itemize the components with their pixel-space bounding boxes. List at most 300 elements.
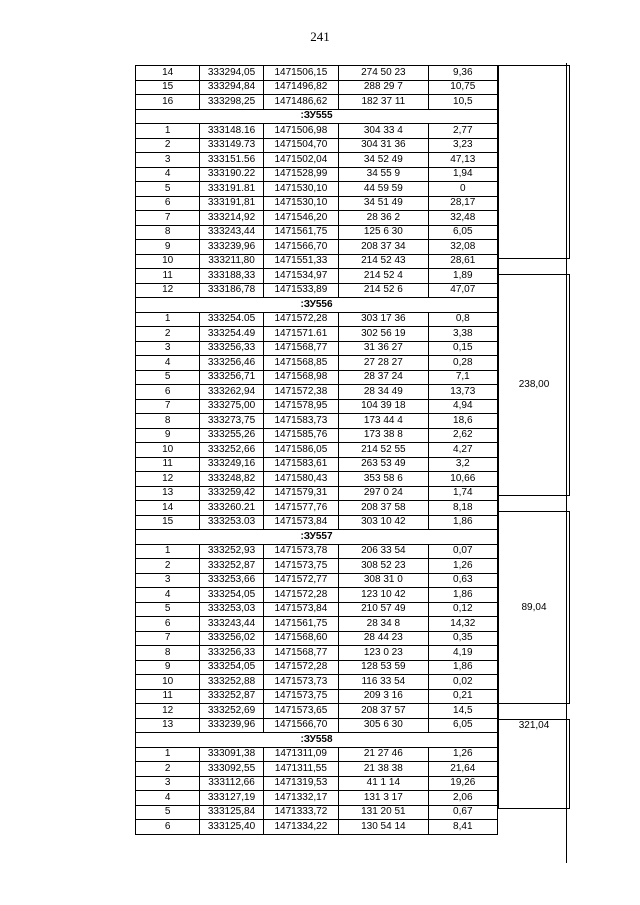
- table-row: [136, 631, 498, 646]
- area-cell-empty: [499, 496, 570, 512]
- point-number-cell: 8: [136, 646, 200, 661]
- direction-angle-cell: 104 39 18: [339, 399, 428, 414]
- segment-length-cell: 14,5: [428, 704, 497, 719]
- x-coordinate-cell: 333255,26: [200, 428, 263, 443]
- x-coordinate-cell: 333243,44: [200, 225, 263, 240]
- x-coordinate-cell: 333273,75: [200, 414, 263, 429]
- point-number-cell: 2: [136, 762, 200, 777]
- point-number-cell: 7: [136, 211, 200, 226]
- y-coordinate-cell: 1471573,84: [263, 602, 338, 617]
- point-number-cell: 6: [136, 385, 200, 400]
- direction-angle-cell: 288 29 7: [339, 80, 428, 95]
- point-number-cell: 5: [136, 182, 200, 197]
- direction-angle-cell: 28 37 24: [339, 370, 428, 385]
- segment-length-cell: 3,23: [428, 138, 497, 153]
- y-coordinate-cell: 1471572,28: [263, 660, 338, 675]
- y-coordinate-cell: 1471332,17: [263, 791, 338, 806]
- x-coordinate-cell: 333256,33: [200, 341, 263, 356]
- y-coordinate-cell: 1471568,77: [263, 341, 338, 356]
- point-number-cell: 11: [136, 689, 200, 704]
- y-coordinate-cell: 1471528,99: [263, 167, 338, 182]
- y-coordinate-cell: 1471502,04: [263, 153, 338, 168]
- x-coordinate-cell: 333254,05: [200, 660, 263, 675]
- segment-length-cell: 4,94: [428, 399, 497, 414]
- y-coordinate-cell: 1471319,53: [263, 776, 338, 791]
- segment-length-cell: 0,15: [428, 341, 497, 356]
- segment-length-cell: 2,62: [428, 428, 497, 443]
- section-header-row: [136, 109, 498, 124]
- x-coordinate-cell: 333190.22: [200, 167, 263, 182]
- x-coordinate-cell: 333151.56: [200, 153, 263, 168]
- point-number-cell: 2: [136, 138, 200, 153]
- point-number-cell: 11: [136, 457, 200, 472]
- direction-angle-cell: 353 58 6: [339, 472, 428, 487]
- direction-angle-cell: 214 52 43: [339, 254, 428, 269]
- y-coordinate-cell: 1471566,70: [263, 718, 338, 733]
- x-coordinate-cell: 333191.81: [200, 182, 263, 197]
- area-row: [499, 496, 570, 512]
- point-number-cell: 6: [136, 617, 200, 632]
- y-coordinate-cell: 1471585,76: [263, 428, 338, 443]
- y-coordinate-cell: 1471546,20: [263, 211, 338, 226]
- x-coordinate-cell: 333256,02: [200, 631, 263, 646]
- segment-length-cell: 4,19: [428, 646, 497, 661]
- section-header-row: [136, 530, 498, 545]
- direction-angle-cell: 214 52 4: [339, 269, 428, 284]
- table-row: [136, 457, 498, 472]
- point-number-cell: 13: [136, 718, 200, 733]
- direction-angle-cell: 302 56 19: [339, 327, 428, 342]
- segment-length-cell: 28,61: [428, 254, 497, 269]
- point-number-cell: 5: [136, 370, 200, 385]
- segment-length-cell: 0,07: [428, 544, 497, 559]
- x-coordinate-cell: 333262,94: [200, 385, 263, 400]
- x-coordinate-cell: 333125,84: [200, 805, 263, 820]
- table-row: [136, 399, 498, 414]
- table-row: [136, 80, 498, 95]
- y-coordinate-cell: 1471573,78: [263, 544, 338, 559]
- x-coordinate-cell: 333260.21: [200, 501, 263, 516]
- coordinates-table-body: [136, 66, 498, 835]
- segment-length-cell: 8,41: [428, 820, 497, 835]
- section-header-row: [136, 298, 498, 313]
- x-coordinate-cell: 333252,88: [200, 675, 263, 690]
- x-coordinate-cell: 333252,87: [200, 689, 263, 704]
- segment-length-cell: 7,1: [428, 370, 497, 385]
- table-row: [136, 689, 498, 704]
- table-row: [136, 356, 498, 371]
- x-coordinate-cell: 333149.73: [200, 138, 263, 153]
- table-row: [136, 486, 498, 501]
- area-column: [498, 65, 570, 809]
- direction-angle-cell: 27 28 27: [339, 356, 428, 371]
- table-row: [136, 138, 498, 153]
- table-row: [136, 124, 498, 139]
- table-row: [136, 675, 498, 690]
- x-coordinate-cell: 333191,81: [200, 196, 263, 211]
- direction-angle-cell: 210 57 49: [339, 602, 428, 617]
- y-coordinate-cell: 1471486,62: [263, 95, 338, 110]
- segment-length-cell: 1,94: [428, 167, 497, 182]
- table-row: [136, 472, 498, 487]
- direction-angle-cell: 297 0 24: [339, 486, 428, 501]
- table-row: [136, 312, 498, 327]
- section-title: :ЗУ555: [136, 109, 498, 124]
- segment-length-cell: 4,27: [428, 443, 497, 458]
- point-number-cell: 3: [136, 341, 200, 356]
- y-coordinate-cell: 1471572,28: [263, 312, 338, 327]
- direction-angle-cell: 123 10 42: [339, 588, 428, 603]
- y-coordinate-cell: 1471586,05: [263, 443, 338, 458]
- point-number-cell: 7: [136, 399, 200, 414]
- segment-length-cell: 3,2: [428, 457, 497, 472]
- table-row: [136, 95, 498, 110]
- segment-length-cell: 14,32: [428, 617, 497, 632]
- direction-angle-cell: 308 31 0: [339, 573, 428, 588]
- point-number-cell: 4: [136, 791, 200, 806]
- table-row: [136, 602, 498, 617]
- direction-angle-cell: 274 50 23: [339, 66, 428, 81]
- segment-length-cell: 28,17: [428, 196, 497, 211]
- x-coordinate-cell: 333254.05: [200, 312, 263, 327]
- y-coordinate-cell: 1471568,77: [263, 646, 338, 661]
- point-number-cell: 8: [136, 414, 200, 429]
- table-row: [136, 617, 498, 632]
- section-title: :ЗУ557: [136, 530, 498, 545]
- x-coordinate-cell: 333248,82: [200, 472, 263, 487]
- table-row: [136, 211, 498, 226]
- point-number-cell: 1: [136, 124, 200, 139]
- y-coordinate-cell: 1471573,65: [263, 704, 338, 719]
- direction-angle-cell: 131 20 51: [339, 805, 428, 820]
- segment-length-cell: 2,06: [428, 791, 497, 806]
- y-coordinate-cell: 1471534,97: [263, 269, 338, 284]
- segment-length-cell: 0: [428, 182, 497, 197]
- x-coordinate-cell: 333112,66: [200, 776, 263, 791]
- x-coordinate-cell: 333239,96: [200, 718, 263, 733]
- area-cell-empty: [499, 259, 570, 275]
- direction-angle-cell: 182 37 11: [339, 95, 428, 110]
- table-row: [136, 327, 498, 342]
- direction-angle-cell: 28 34 49: [339, 385, 428, 400]
- y-coordinate-cell: 1471504,70: [263, 138, 338, 153]
- point-number-cell: 1: [136, 312, 200, 327]
- table-row: [136, 776, 498, 791]
- segment-length-cell: 10,66: [428, 472, 497, 487]
- point-number-cell: 3: [136, 153, 200, 168]
- point-number-cell: 5: [136, 602, 200, 617]
- direction-angle-cell: 130 54 14: [339, 820, 428, 835]
- point-number-cell: 9: [136, 428, 200, 443]
- y-coordinate-cell: 1471573,75: [263, 689, 338, 704]
- x-coordinate-cell: 333148.16: [200, 124, 263, 139]
- parcel-area-value: 238,00: [499, 274, 570, 496]
- y-coordinate-cell: 1471530,10: [263, 196, 338, 211]
- segment-length-cell: 0,21: [428, 689, 497, 704]
- point-number-cell: 12: [136, 704, 200, 719]
- direction-angle-cell: 31 36 27: [339, 341, 428, 356]
- table-row: [136, 762, 498, 777]
- segment-length-cell: 19,26: [428, 776, 497, 791]
- table-row: [136, 704, 498, 719]
- section-title: :ЗУ558: [136, 733, 498, 748]
- y-coordinate-cell: 1471566,70: [263, 240, 338, 255]
- segment-length-cell: 1,86: [428, 515, 497, 530]
- segment-length-cell: 2,77: [428, 124, 497, 139]
- x-coordinate-cell: 333211,80: [200, 254, 263, 269]
- point-number-cell: 11: [136, 269, 200, 284]
- direction-angle-cell: 34 55 9: [339, 167, 428, 182]
- segment-length-cell: 21,64: [428, 762, 497, 777]
- x-coordinate-cell: 333252,66: [200, 443, 263, 458]
- y-coordinate-cell: 1471311,09: [263, 747, 338, 762]
- x-coordinate-cell: 333294,84: [200, 80, 263, 95]
- area-row: [499, 719, 570, 808]
- table-row: [136, 225, 498, 240]
- area-cell-empty: [499, 704, 570, 720]
- point-number-cell: 1: [136, 544, 200, 559]
- y-coordinate-cell: 1471530,10: [263, 182, 338, 197]
- x-coordinate-cell: 333127,19: [200, 791, 263, 806]
- table-row: [136, 820, 498, 835]
- y-coordinate-cell: 1471568,85: [263, 356, 338, 371]
- table-row: [136, 283, 498, 298]
- segment-length-cell: 47,13: [428, 153, 497, 168]
- segment-length-cell: 0,67: [428, 805, 497, 820]
- y-coordinate-cell: 1471572,28: [263, 588, 338, 603]
- y-coordinate-cell: 1471333,72: [263, 805, 338, 820]
- point-number-cell: 14: [136, 501, 200, 516]
- point-number-cell: 2: [136, 559, 200, 574]
- direction-angle-cell: 305 6 30: [339, 718, 428, 733]
- table-row: [136, 370, 498, 385]
- table-row: [136, 805, 498, 820]
- point-number-cell: 9: [136, 240, 200, 255]
- table-row: [136, 588, 498, 603]
- direction-angle-cell: 263 53 49: [339, 457, 428, 472]
- section-header-row: [136, 733, 498, 748]
- y-coordinate-cell: 1471571.61: [263, 327, 338, 342]
- segment-length-cell: 0,28: [428, 356, 497, 371]
- x-coordinate-cell: 333253,66: [200, 573, 263, 588]
- y-coordinate-cell: 1471573,75: [263, 559, 338, 574]
- point-number-cell: 5: [136, 805, 200, 820]
- direction-angle-cell: 28 44 23: [339, 631, 428, 646]
- area-row: [499, 274, 570, 496]
- direction-angle-cell: 208 37 58: [339, 501, 428, 516]
- page-number: 241: [310, 29, 330, 44]
- segment-length-cell: 1,86: [428, 588, 497, 603]
- table-row: [136, 660, 498, 675]
- segment-length-cell: 10,75: [428, 80, 497, 95]
- y-coordinate-cell: 1471572,38: [263, 385, 338, 400]
- parcel-area-value: 321,04: [499, 719, 570, 808]
- point-number-cell: 12: [136, 472, 200, 487]
- direction-angle-cell: 41 1 14: [339, 776, 428, 791]
- point-number-cell: 10: [136, 675, 200, 690]
- table-row: [136, 718, 498, 733]
- direction-angle-cell: 173 44 4: [339, 414, 428, 429]
- area-row: [499, 511, 570, 703]
- direction-angle-cell: 21 38 38: [339, 762, 428, 777]
- point-number-cell: 16: [136, 95, 200, 110]
- table-row: [136, 167, 498, 182]
- point-number-cell: 13: [136, 486, 200, 501]
- table-row: [136, 254, 498, 269]
- direction-angle-cell: 209 3 16: [339, 689, 428, 704]
- point-number-cell: 2: [136, 327, 200, 342]
- x-coordinate-cell: 333243,44: [200, 617, 263, 632]
- x-coordinate-cell: 333298,25: [200, 95, 263, 110]
- direction-angle-cell: 34 52 49: [339, 153, 428, 168]
- segment-length-cell: 13,73: [428, 385, 497, 400]
- table-row: [136, 269, 498, 284]
- direction-angle-cell: 214 52 6: [339, 283, 428, 298]
- area-row: [499, 704, 570, 720]
- segment-length-cell: 0,12: [428, 602, 497, 617]
- table-row: [136, 501, 498, 516]
- direction-angle-cell: 304 31 36: [339, 138, 428, 153]
- direction-angle-cell: 208 37 34: [339, 240, 428, 255]
- segment-length-cell: 18,6: [428, 414, 497, 429]
- direction-angle-cell: 28 34 8: [339, 617, 428, 632]
- x-coordinate-cell: 333249,16: [200, 457, 263, 472]
- table-row: [136, 573, 498, 588]
- y-coordinate-cell: 1471580,43: [263, 472, 338, 487]
- segment-length-cell: 6,05: [428, 718, 497, 733]
- segment-length-cell: 10,5: [428, 95, 497, 110]
- direction-angle-cell: 34 51 49: [339, 196, 428, 211]
- y-coordinate-cell: 1471583,61: [263, 457, 338, 472]
- point-number-cell: 4: [136, 588, 200, 603]
- y-coordinate-cell: 1471568,60: [263, 631, 338, 646]
- table-row: [136, 341, 498, 356]
- segment-length-cell: 0,35: [428, 631, 497, 646]
- point-number-cell: 6: [136, 196, 200, 211]
- direction-angle-cell: 128 53 59: [339, 660, 428, 675]
- point-number-cell: 3: [136, 573, 200, 588]
- segment-length-cell: 1,26: [428, 747, 497, 762]
- direction-angle-cell: 125 6 30: [339, 225, 428, 240]
- direction-angle-cell: 21 27 46: [339, 747, 428, 762]
- x-coordinate-cell: 333091,38: [200, 747, 263, 762]
- y-coordinate-cell: 1471572,77: [263, 573, 338, 588]
- x-coordinate-cell: 333214,92: [200, 211, 263, 226]
- point-number-cell: 3: [136, 776, 200, 791]
- point-number-cell: 15: [136, 515, 200, 530]
- segment-length-cell: 47,07: [428, 283, 497, 298]
- y-coordinate-cell: 1471568,98: [263, 370, 338, 385]
- point-number-cell: 4: [136, 167, 200, 182]
- direction-angle-cell: 131 3 17: [339, 791, 428, 806]
- y-coordinate-cell: 1471583,73: [263, 414, 338, 429]
- point-number-cell: 6: [136, 820, 200, 835]
- table-row: [136, 747, 498, 762]
- point-number-cell: 1: [136, 747, 200, 762]
- y-coordinate-cell: 1471579,31: [263, 486, 338, 501]
- x-coordinate-cell: 333253,03: [200, 602, 263, 617]
- x-coordinate-cell: 333188,33: [200, 269, 263, 284]
- point-number-cell: 4: [136, 356, 200, 371]
- segment-length-cell: 32,08: [428, 240, 497, 255]
- direction-angle-cell: 303 17 36: [339, 312, 428, 327]
- parcel-area-value: 89,04: [499, 511, 570, 703]
- segment-length-cell: 0,02: [428, 675, 497, 690]
- table-row: [136, 559, 498, 574]
- segment-length-cell: 0,63: [428, 573, 497, 588]
- table-row: [136, 515, 498, 530]
- x-coordinate-cell: 333259,42: [200, 486, 263, 501]
- x-coordinate-cell: 333125,40: [200, 820, 263, 835]
- table-row: [136, 385, 498, 400]
- x-coordinate-cell: 333254,05: [200, 588, 263, 603]
- x-coordinate-cell: 333252,93: [200, 544, 263, 559]
- point-number-cell: 15: [136, 80, 200, 95]
- table-row: [136, 443, 498, 458]
- x-coordinate-cell: 333256,46: [200, 356, 263, 371]
- direction-angle-cell: 173 38 8: [339, 428, 428, 443]
- table-row: [136, 414, 498, 429]
- direction-angle-cell: 208 37 57: [339, 704, 428, 719]
- area-cell-empty: [499, 66, 570, 259]
- point-number-cell: 8: [136, 225, 200, 240]
- segment-length-cell: 0,8: [428, 312, 497, 327]
- table-row: [136, 182, 498, 197]
- area-row: [499, 259, 570, 275]
- table-row: [136, 428, 498, 443]
- x-coordinate-cell: 333256,71: [200, 370, 263, 385]
- area-column-body: [499, 66, 570, 809]
- segment-length-cell: 8,18: [428, 501, 497, 516]
- y-coordinate-cell: 1471496,82: [263, 80, 338, 95]
- point-number-cell: 10: [136, 443, 200, 458]
- direction-angle-cell: 206 33 54: [339, 544, 428, 559]
- coordinates-table: [135, 65, 498, 835]
- table-row: [136, 646, 498, 661]
- point-number-cell: 9: [136, 660, 200, 675]
- y-coordinate-cell: 1471551,33: [263, 254, 338, 269]
- point-number-cell: 14: [136, 66, 200, 81]
- y-coordinate-cell: 1471578,95: [263, 399, 338, 414]
- y-coordinate-cell: 1471506,98: [263, 124, 338, 139]
- segment-length-cell: 9,36: [428, 66, 497, 81]
- x-coordinate-cell: 333275,00: [200, 399, 263, 414]
- table-row: [136, 66, 498, 81]
- x-coordinate-cell: 333294,05: [200, 66, 263, 81]
- segment-length-cell: 3,38: [428, 327, 497, 342]
- segment-length-cell: 1,26: [428, 559, 497, 574]
- direction-angle-cell: 303 10 42: [339, 515, 428, 530]
- segment-length-cell: 1,74: [428, 486, 497, 501]
- y-coordinate-cell: 1471561,75: [263, 225, 338, 240]
- segment-length-cell: 1,89: [428, 269, 497, 284]
- direction-angle-cell: 123 0 23: [339, 646, 428, 661]
- y-coordinate-cell: 1471334,22: [263, 820, 338, 835]
- y-coordinate-cell: 1471577,76: [263, 501, 338, 516]
- segment-length-cell: 32,48: [428, 211, 497, 226]
- direction-angle-cell: 214 52 55: [339, 443, 428, 458]
- direction-angle-cell: 28 36 2: [339, 211, 428, 226]
- x-coordinate-cell: 333252,69: [200, 704, 263, 719]
- x-coordinate-cell: 333252,87: [200, 559, 263, 574]
- y-coordinate-cell: 1471533,89: [263, 283, 338, 298]
- direction-angle-cell: 304 33 4: [339, 124, 428, 139]
- x-coordinate-cell: 333253.03: [200, 515, 263, 530]
- table-row: [136, 196, 498, 211]
- x-coordinate-cell: 333239,96: [200, 240, 263, 255]
- x-coordinate-cell: 333092,55: [200, 762, 263, 777]
- table-row: [136, 791, 498, 806]
